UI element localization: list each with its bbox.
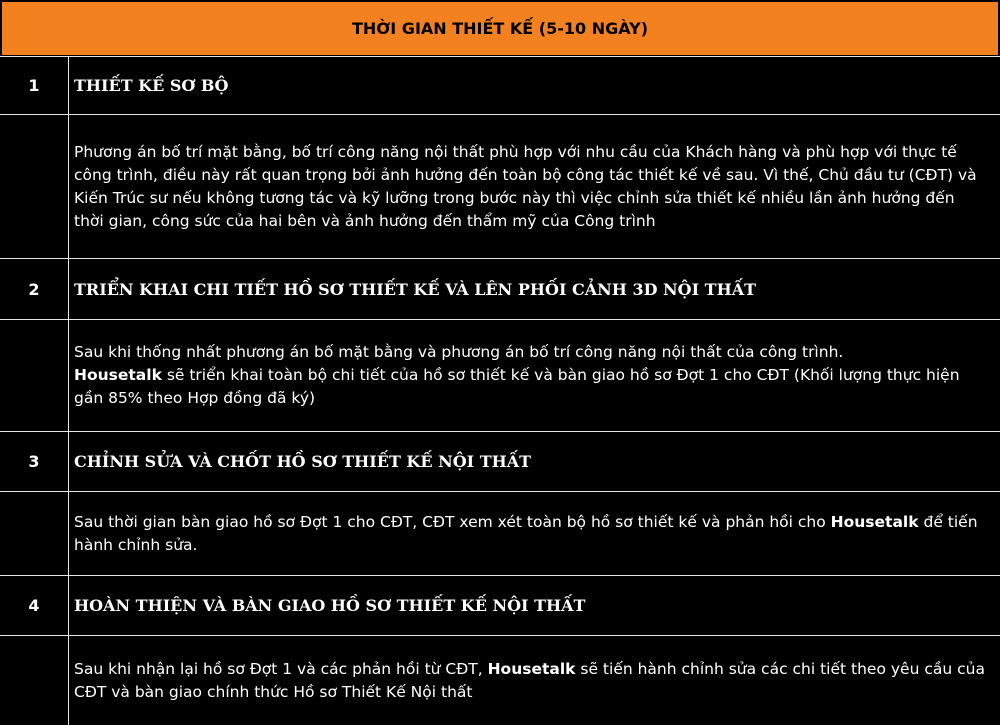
step-3-desc-a: Sau thời gian bàn giao hồ sơ Đợt 1 cho CĐT, CĐT xem xét toàn bộ hồ sơ thiết kế và phản hồi cho (74, 512, 831, 531)
header-title: THỜI GIAN THIẾT KẾ (5-10 NGÀY) (352, 19, 648, 38)
step-1-description (70, 115, 1000, 258)
step-1-number: 1 (0, 57, 69, 114)
step-3-title: CHỈNH SỬA VÀ CHỐT HỒ SƠ THIẾT KẾ NỘI THẤT (74, 452, 532, 471)
step-2-description (70, 320, 1000, 431)
step-3-desc-b: để tiến hành chỉnh sửa. (74, 512, 978, 554)
step-3-desc-row (0, 491, 1000, 575)
step-3-number: 3 (0, 432, 69, 491)
step-4-desc-a: Sau khi nhận lại hồ sơ Đợt 1 và các phản hồi từ CĐT, (74, 659, 488, 678)
step-4-desc-b: sẽ tiến hành chỉnh sửa các chi tiết theo yêu cầu của CĐT và bàn giao chính thức Hồ sơ Thiết Kế Nội thất (74, 659, 985, 701)
step-1-desc-text: Phương án bố trí mặt bằng, bố trí công năng nội thất phù hợp với nhu cầu của Khách hàng và phù hợp với thực tế công trình, điều này rất quan trọng bởi ảnh hưởng đến toàn bộ công tác thiết kế về sau. Vì thế, Chủ đầu tư (CĐT) và Kiến Trúc sư nếu không tương tác và kỹ lưỡng trong bước này thì việc chỉnh sửa thiết kế nhiều lần ảnh hưởng đến thời gian, công sức của hai bên và ảnh hưởng đến thẩm mỹ của Công trình (74, 142, 977, 230)
step-4-title: HOÀN THIỆN VÀ BÀN GIAO HỒ SƠ THIẾT KẾ NỘI THẤT (74, 596, 586, 615)
step-2-desc-b: sẽ triển khai toàn bộ chi tiết của hồ sơ thiết kế và bàn giao hồ sơ Đợt 1 cho CĐT (Khối lượng thực hiện gần 85% theo Hợp đồng đã ký) (74, 366, 960, 407)
step-3-empty-cell (0, 492, 69, 575)
step-2-desc-a: Sau khi thống nhất phương án bố mặt bằng và phương án bố trí công năng nội thất của công trình. (74, 343, 844, 361)
step-4-empty-cell (0, 636, 69, 725)
step-2-empty-cell (0, 320, 69, 431)
step-2-desc-row (0, 319, 1000, 431)
step-4-description (70, 636, 1000, 725)
step-1-desc-row (0, 114, 1000, 258)
step-2-title: TRIỂN KHAI CHI TIẾT HỒ SƠ THIẾT KẾ VÀ LÊN PHỐI CẢNH 3D NỘI THẤT (74, 279, 757, 299)
step-4-brand: Housetalk (487, 659, 576, 678)
step-1-empty-cell (0, 115, 69, 258)
step-4-number: 4 (0, 576, 69, 635)
step-4-desc-row (0, 635, 1000, 725)
step-2-brand: Housetalk (74, 366, 162, 384)
step-3-title-row (0, 431, 1000, 491)
step-3-description (70, 492, 1000, 575)
step-3-brand: Housetalk (830, 512, 919, 531)
step-1-title: THIẾT KẾ SƠ BỘ (74, 76, 229, 95)
step-2-number: 2 (0, 259, 69, 319)
step-4-title-row (0, 575, 1000, 635)
table-header (2, 2, 998, 55)
step-2-title-row (0, 258, 1000, 319)
step-1-title-row (0, 56, 1000, 114)
